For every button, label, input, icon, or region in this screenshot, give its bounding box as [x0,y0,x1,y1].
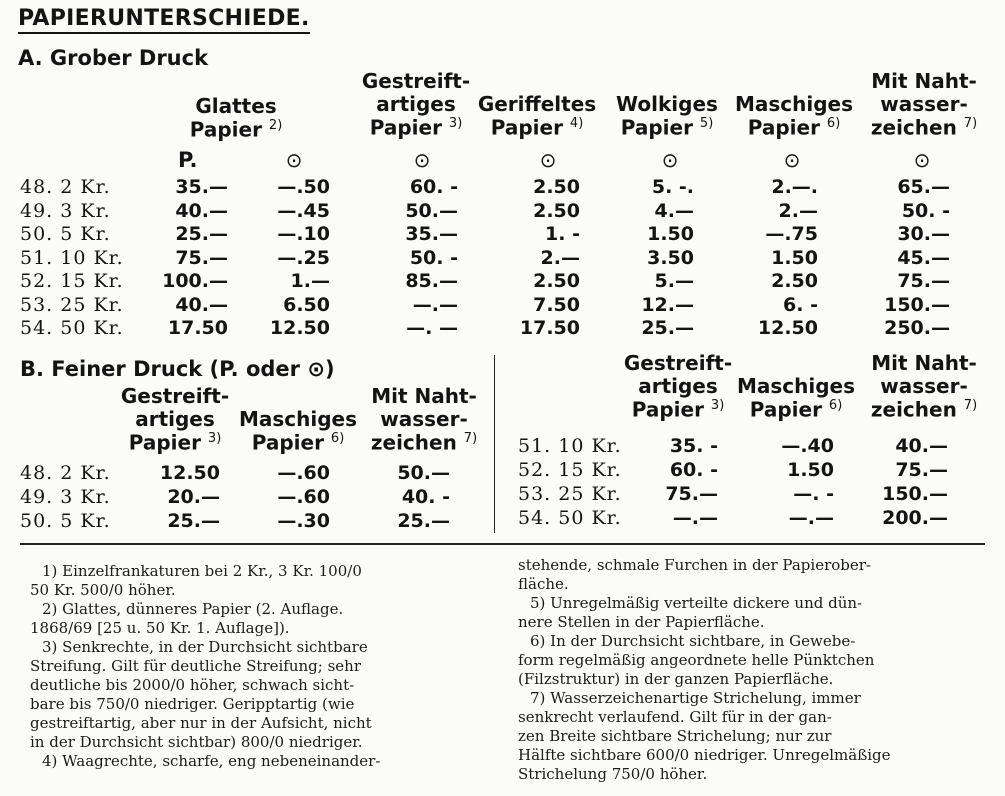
row-label: 50. 5 Kr. [20,510,111,532]
used-cancel-icon: ⊙ [413,148,431,172]
section-b-heading: B. Feiner Druck (P. oder ⊙) [20,357,335,381]
header-line: artiges [638,374,718,398]
table-cell: —. — [406,317,458,339]
footnote-ref: 5) [699,116,714,131]
footnote-line: 6) In der Durchsicht sichtbare, in Gewebe- [530,632,856,650]
footnote-line: 1868/69 [25 u. 50 Kr. 1. Auflage]). [30,619,290,637]
table-cell: 25.— [167,510,220,532]
header-a-geriffelt [472,93,602,140]
footnote-line: zen Breite sichtbare Strichelung; nur zur [518,727,832,745]
table-cell: 2.50 [533,176,580,198]
header-line: Glattes [195,94,277,118]
table-cell: 40.— [175,200,228,222]
table-cell: —.60 [277,486,330,508]
row-label: 50. 5 Kr. [20,223,111,245]
table-cell: 25.— [175,223,228,245]
footnote-ref: 6) [826,116,841,131]
header-line: Maschiges [734,92,854,116]
row-label: 48. 2 Kr. [20,176,111,198]
header-line: wasser- [880,92,968,116]
table-cell: 75.— [175,247,228,269]
header-line: Mit Naht- [371,384,477,408]
footnotes-right [518,556,891,784]
header-b-left-gestreift [110,385,240,455]
section-a-heading: A. Grober Druck [18,46,209,70]
header-line: zeichen [870,397,957,422]
table-cell: 75.— [665,483,718,505]
footnote-line: Streifung. Gilt für deutliche Streifung; sehr [30,657,362,675]
table-cell: —.25 [277,247,330,269]
row-label: 54. 50 Kr. [20,317,124,339]
header-line: Wolkiges [616,92,718,116]
used-cancel-icon: ⊙ [539,148,557,172]
header-line: Papier [747,115,820,140]
header-line: Papier [620,115,693,140]
table-cell: 2.50 [771,270,818,292]
table-cell: —.30 [277,510,330,532]
table-cell: 35.— [405,223,458,245]
table-cell: 17.50 [167,317,228,339]
table-cell: 25.— [641,317,694,339]
table-cell: 150.— [884,294,950,316]
header-line: Papier [490,115,563,140]
footnote-line: 5) Unregelmäßig verteilte dickere und dün- [530,594,863,612]
footnotes-left [30,562,380,771]
header-line: Papier [189,117,262,142]
table-cell: 60. - [409,176,458,198]
table-cell: 1.50 [787,459,834,481]
header-line: Papier [631,397,704,422]
table-cell: 50.— [397,462,450,484]
row-label: 52. 15 Kr. [518,459,622,481]
used-cancel-icon: ⊙ [913,148,931,172]
table-cell: —.— [412,294,458,316]
footnote-line: 1) Einzelfrankaturen bei 2 Kr., 3 Kr. 100/0 [42,562,362,580]
footnote-ref: 7) [463,431,478,446]
table-cell: 50. - [901,200,950,222]
table-cell: 2.50 [533,270,580,292]
used-cancel-icon: ⊙ [285,148,303,172]
table-cell: 5. -. [651,176,694,198]
footnote-line: 7) Wasserzeichenartige Strichelung, immer [530,689,861,707]
table-cell: 12.50 [159,462,220,484]
table-cell: 3.50 [647,247,694,269]
table-cell: —.60 [277,462,330,484]
footnote-line: bare bis 750/0 niedriger. Geripptartig (wie [30,695,355,713]
footnote-line: Hälfte sichtbare 600/0 niedriger. Unregelmäßige [518,746,891,764]
table-cell: —.45 [277,200,330,222]
row-label: 52. 15 Kr. [20,270,124,292]
table-cell: —.10 [277,223,330,245]
table-cell: 40. - [401,486,450,508]
footnote-line: gestreiftartig, aber nur in der Aufsicht, nicht [30,714,372,732]
footnote-line: in der Durchsicht sichtbar) 800/0 niedriger. [30,733,363,751]
header-a-wolkig [606,93,728,140]
footnote-line: (Filzstruktur) in der ganzen Papierfläche. [518,670,834,688]
table-cell: 250.— [884,317,950,339]
header-line: Mit Naht- [871,351,977,375]
table-cell: —. - [793,483,834,505]
header-line: Maschiges [238,407,358,431]
footnote-ref: 3) [207,431,222,446]
table-cell: 1. - [545,223,580,245]
row-label: 51. 10 Kr. [20,247,124,269]
used-cancel-icon: ⊙ [661,148,679,172]
table-cell: 1.50 [647,223,694,245]
header-line: Geriffeltes [477,92,597,116]
table-cell: 1.50 [771,247,818,269]
header-line: Papier [749,397,822,422]
table-cell: 2.— [778,200,818,222]
footnote-line: 4) Waagrechte, scharfe, eng nebeneinander- [42,752,381,770]
page-title: PAPIERUNTERSCHIEDE. [18,6,310,34]
footnote-line: Strichelung 750/0 höher. [518,765,708,783]
header-b-right-naht [862,352,986,422]
footnote-ref: 2) [268,118,283,133]
column-divider [494,355,495,533]
table-cell: 40.— [895,435,948,457]
table-cell: —.40 [781,435,834,457]
footnote-line: senkrecht verlaufend. Gilt für in der gan- [518,708,832,726]
header-a-maschig [730,93,858,140]
table-cell: 20.— [167,486,220,508]
footnote-line: stehende, schmale Furchen in der Papierober- [518,556,871,574]
table-cell: 25.— [397,510,450,532]
table-cell: 6.50 [283,294,330,316]
header-line: Papier [369,115,442,140]
table-cell: 5.— [654,270,694,292]
header-line: artiges [135,407,215,431]
row-label: 49. 3 Kr. [20,200,111,222]
table-cell: 85.— [405,270,458,292]
header-line: Gestreift- [623,351,733,375]
table-cell: —.50 [277,176,330,198]
header-line: Gestreift- [120,384,230,408]
footnote-divider [20,543,985,545]
row-label: 51. 10 Kr. [518,435,622,457]
table-cell: 100.— [162,270,228,292]
table-cell: —.— [672,507,718,529]
header-a-glattes [176,95,296,142]
footnote-line: 3) Senkrechte, in der Durchsicht sichtbare [42,638,368,656]
table-cell: 12.50 [757,317,818,339]
table-cell: 50. - [409,247,458,269]
row-label: 54. 50 Kr. [518,507,622,529]
table-cell: 2.50 [533,200,580,222]
footnote-line: nere Stellen in der Papierfläche. [518,613,765,631]
footnote-ref: 4) [569,116,584,131]
table-cell: 65.— [897,176,950,198]
footnote-ref: 7) [963,398,978,413]
table-cell: 35. - [669,435,718,457]
footnote-line: form regelmäßig angeordnete helle Pünktchen [518,651,875,669]
header-line: Mit Naht- [871,69,977,93]
table-cell: 12.50 [269,317,330,339]
table-cell: —.— [788,507,834,529]
table-cell: 4.— [654,200,694,222]
header-line: wasser- [880,374,968,398]
table-cell: 75.— [895,459,948,481]
row-label: 53. 25 Kr. [518,483,622,505]
header-line: zeichen [870,115,957,140]
header-line: artiges [376,92,456,116]
footnote-ref: 3) [448,116,463,131]
row-label: 49. 3 Kr. [20,486,111,508]
header-b-left-maschig [234,408,362,455]
table-cell: 6. - [783,294,818,316]
header-b-right-maschig [732,375,860,422]
table-cell: —.75 [765,223,818,245]
footnote-ref: 6) [330,431,345,446]
header-b-left-naht [362,385,486,455]
table-cell: 30.— [897,223,950,245]
footnote-line: deutliche bis 2000/0 höher, schwach sicht- [30,676,355,694]
footnote-ref: 6) [828,398,843,413]
table-cell: 17.50 [519,317,580,339]
table-cell: 2.— [540,247,580,269]
footnote-line: fläche. [518,575,569,593]
header-a-gestreift [352,70,480,140]
unused-column-mark: P. [178,148,198,172]
header-line: Papier [251,430,324,455]
header-line: zeichen [370,430,457,455]
header-line: Maschiges [736,374,856,398]
table-cell: 40.— [175,294,228,316]
table-cell: 2.—. [771,176,818,198]
footnote-line: 2) Glattes, dünneres Papier (2. Auflage. [42,600,344,618]
header-line: Papier [128,430,201,455]
table-cell: 45.— [897,247,950,269]
table-cell: 50.— [405,200,458,222]
header-line: wasser- [380,407,468,431]
footnote-line: 50 Kr. 500/0 höher. [30,581,176,599]
table-cell: 150.— [882,483,948,505]
table-cell: 75.— [897,270,950,292]
header-line: Gestreift- [361,69,471,93]
used-cancel-icon: ⊙ [783,148,801,172]
table-cell: 200.— [882,507,948,529]
header-a-naht [862,70,986,140]
row-label: 53. 25 Kr. [20,294,124,316]
table-cell: 1.— [290,270,330,292]
table-cell: 7.50 [533,294,580,316]
table-cell: 35.— [175,176,228,198]
footnote-ref: 7) [963,116,978,131]
row-label: 48. 2 Kr. [20,462,111,484]
table-cell: 60. - [669,459,718,481]
table-cell: 12.— [641,294,694,316]
header-b-right-gestreift [614,352,742,422]
footnote-ref: 3) [710,398,725,413]
